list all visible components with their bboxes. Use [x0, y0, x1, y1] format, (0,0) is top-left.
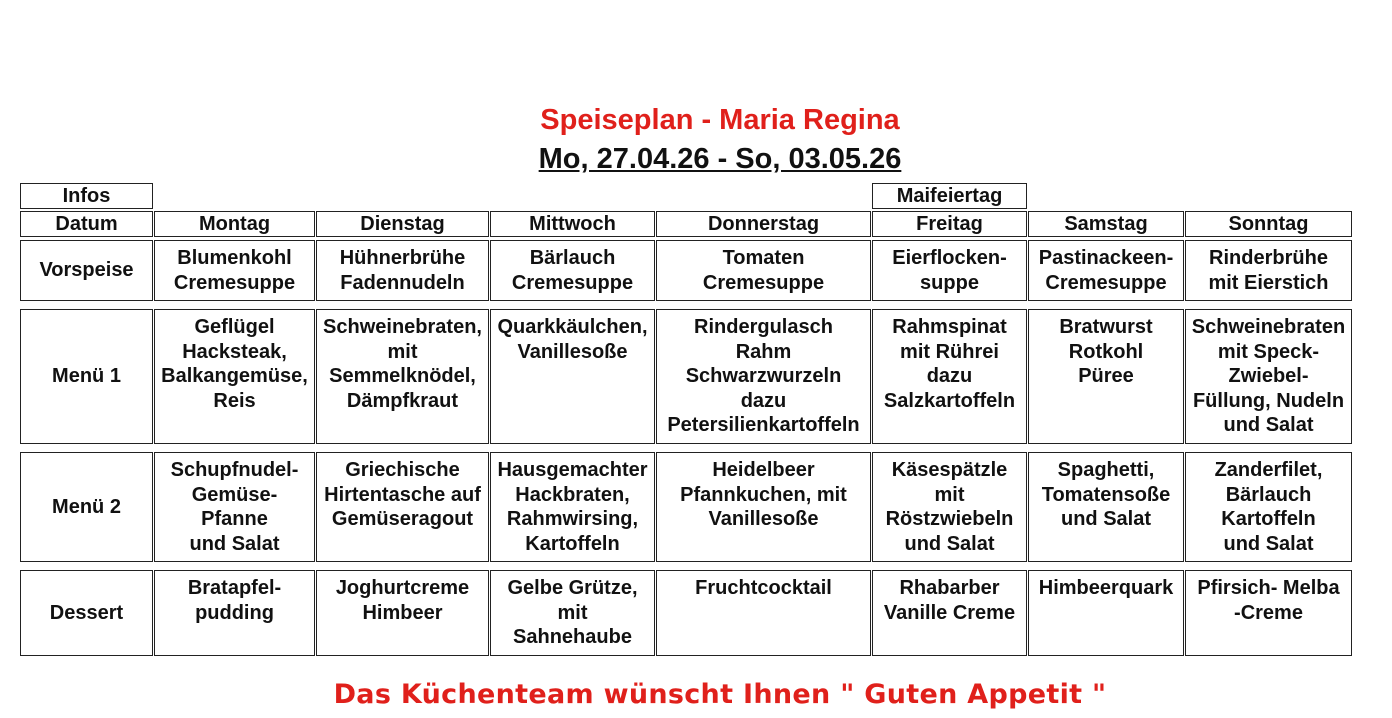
- menu-cell-menue-1-montag: Geflügel Hacksteak, Balkangemüse, Reis: [154, 309, 315, 444]
- menu-cell-menue-2-montag: Schupfnudel- Gemüse- Pfanne und Salat: [154, 452, 315, 562]
- day-header-mittwoch: Mittwoch: [490, 211, 655, 237]
- menu-cell-menue-1-mittwoch: Quarkkäulchen, Vanillesoße: [490, 309, 655, 444]
- menu-cell-vorspeise-freitag: Eierflocken- suppe: [872, 240, 1027, 301]
- day-header-dienstag: Dienstag: [316, 211, 489, 237]
- menu-cell-menue-2-mittwoch: Hausgemachter Hackbraten, Rahmwirsing, Kartoffeln: [490, 452, 655, 562]
- menu-cell-vorspeise-samstag: Pastinackeen- Cremesuppe: [1028, 240, 1184, 301]
- menu-cell-menue-1-freitag: Rahmspinat mit Rührei dazu Salzkartoffeln: [872, 309, 1027, 444]
- row-label-vorspeise: Vorspeise: [20, 240, 153, 301]
- date-range: Mo, 27.04.26 - So, 03.05.26: [538, 143, 902, 175]
- menu-cell-vorspeise-donnerstag: Tomaten Cremesuppe: [656, 240, 871, 301]
- menu-cell-menue-1-samstag: Bratwurst Rotkohl Püree: [1028, 309, 1184, 444]
- page-title: Speiseplan - Maria Regina: [540, 104, 900, 136]
- menu-cell-menue-2-dienstag: Griechische Hirtentasche auf Gemüseragout: [316, 452, 489, 562]
- menu-cell-dessert-sonntag: Pfirsich- Melba -Creme: [1185, 570, 1352, 656]
- note-freitag: Maifeiertag: [872, 183, 1027, 209]
- menu-cell-dessert-mittwoch: Gelbe Grütze, mit Sahnehaube: [490, 570, 655, 656]
- menu-cell-menue-1-sonntag: Schweinebraten mit Speck- Zwiebel- Füllung, Nudeln und Salat: [1185, 309, 1352, 444]
- row-label-menue-1: Menü 1: [20, 309, 153, 444]
- menu-cell-vorspeise-montag: Blumenkohl Cremesuppe: [154, 240, 315, 301]
- day-header-donnerstag: Donnerstag: [656, 211, 871, 237]
- menu-cell-menue-1-donnerstag: Rindergulasch Rahm Schwarzwurzeln dazu Petersilienkartoffeln: [656, 309, 871, 444]
- menu-cell-dessert-freitag: Rhabarber Vanille Creme: [872, 570, 1027, 656]
- day-header-montag: Montag: [154, 211, 315, 237]
- datum-label: Datum: [20, 211, 153, 237]
- menu-cell-vorspeise-mittwoch: Bärlauch Cremesuppe: [490, 240, 655, 301]
- day-header-samstag: Samstag: [1028, 211, 1184, 237]
- menu-cell-menue-2-sonntag: Zanderfilet, Bärlauch Kartoffeln und Salat: [1185, 452, 1352, 562]
- menu-cell-dessert-dienstag: Joghurtcreme Himbeer: [316, 570, 489, 656]
- menu-cell-menue-2-freitag: Käsespätzle mit Röstzwiebeln und Salat: [872, 452, 1027, 562]
- footer-greeting: Das Küchenteam wünscht Ihnen " Guten Appetit ": [333, 679, 1107, 710]
- menu-cell-menue-2-donnerstag: Heidelbeer Pfannkuchen, mit Vanillesoße: [656, 452, 871, 562]
- day-header-freitag: Freitag: [872, 211, 1027, 237]
- menu-cell-dessert-samstag: Himbeerquark: [1028, 570, 1184, 656]
- infos-label: Infos: [20, 183, 153, 209]
- menu-cell-dessert-donnerstag: Fruchtcocktail: [656, 570, 871, 656]
- day-header-sonntag: Sonntag: [1185, 211, 1352, 237]
- menu-cell-menue-1-dienstag: Schweinebraten, mit Semmelknödel, Dämpfkraut: [316, 309, 489, 444]
- menu-cell-dessert-montag: Bratapfel- pudding: [154, 570, 315, 656]
- menu-cell-vorspeise-sonntag: Rinderbrühe mit Eierstich: [1185, 240, 1352, 301]
- menu-cell-menue-2-samstag: Spaghetti, Tomatensoße und Salat: [1028, 452, 1184, 562]
- row-label-dessert: Dessert: [20, 570, 153, 656]
- row-label-menue-2: Menü 2: [20, 452, 153, 562]
- menu-cell-vorspeise-dienstag: Hühnerbrühe Fadennudeln: [316, 240, 489, 301]
